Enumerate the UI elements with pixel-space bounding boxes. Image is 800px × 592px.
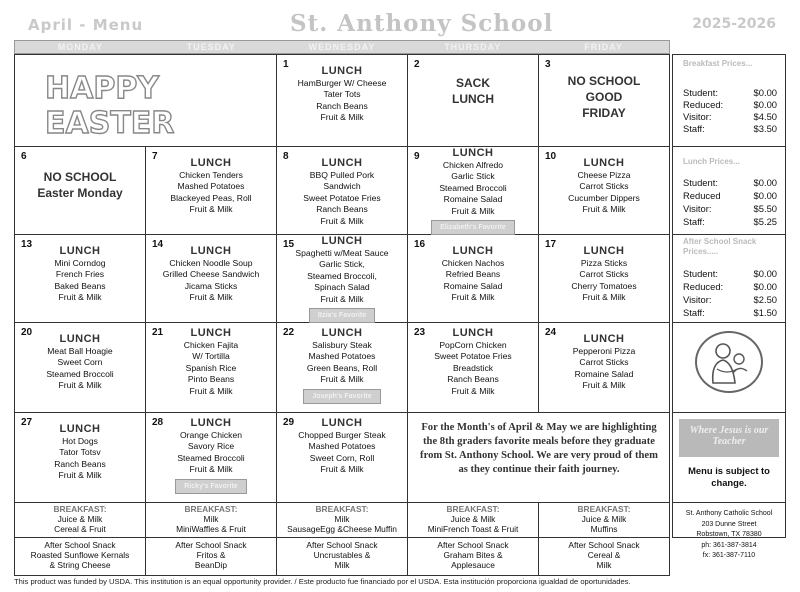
day-cell	[539, 147, 669, 234]
day-cell	[408, 235, 539, 322]
lunch-heading: LUNCH	[583, 245, 625, 257]
month-title: April - Menu	[28, 16, 144, 34]
week-row-4	[15, 323, 669, 413]
day-monday: MONDAY	[57, 42, 103, 52]
happy-easter-banner: HAPPY EASTER	[45, 71, 175, 141]
breakfast-cell	[146, 503, 277, 539]
breakfast-prices	[673, 55, 785, 147]
snack-item: Cereal &	[587, 550, 621, 561]
day-cell	[15, 413, 146, 502]
breakfast-item: Milk	[203, 514, 219, 525]
menu-item: Fruit & Milk	[451, 292, 495, 303]
snack-item: Uncrustables &	[313, 550, 371, 561]
no-school-text: NO SCHOOL	[43, 170, 117, 184]
weekday-header	[14, 40, 670, 54]
day-cell	[277, 413, 408, 502]
day-cell	[539, 55, 669, 146]
snack-heading: After School Snack	[306, 540, 378, 550]
graduates-note	[409, 413, 669, 502]
breakfast-item: Milk	[334, 514, 350, 525]
school-name: St. Anthony School	[290, 10, 554, 37]
menu-item: Spaghetti w/Meat Sauce	[295, 248, 389, 258]
motto-box	[673, 413, 785, 503]
lunch-heading: LUNCH	[321, 417, 363, 429]
menu-item: Fruit & Milk	[320, 293, 364, 304]
menu-item: Refried Beans	[445, 269, 501, 280]
day-cell	[408, 323, 539, 412]
breakfast-cell	[539, 503, 669, 539]
snack-item: & String Cheese	[49, 560, 111, 571]
menu-item: Sweet Potatoe Fries	[303, 192, 381, 203]
menu-item: Fruit & Milk	[320, 112, 364, 123]
breakfast-heading: BREAKFAST:	[184, 504, 238, 514]
menu-item: Cheese Pizza	[577, 170, 631, 180]
snack-item: Milk	[596, 560, 612, 571]
breakfast-item: MiniFrench Toast & Fruit	[427, 524, 519, 535]
menu-item: Fruit & Milk	[189, 385, 233, 396]
breakfast-cell	[408, 503, 539, 539]
breakfast-item: Juice & Milk	[57, 514, 103, 525]
lunch-prices-title: Lunch Prices...	[683, 157, 740, 166]
price-value: $4.50	[753, 111, 777, 122]
lunch-heading: LUNCH	[59, 333, 101, 345]
favorite-tag: Itzia's Favorite	[309, 308, 375, 323]
menu-item: Fruit & Milk	[189, 292, 233, 303]
menu-item: Steamed Broccoli	[439, 182, 507, 193]
menu-item: Steamed Broccoli	[46, 368, 114, 379]
menu-item: Pizza Sticks	[580, 258, 628, 268]
day-number: 2	[414, 59, 420, 70]
lunch-heading: LUNCH	[321, 157, 363, 169]
menu-item: Chicken Nachos	[441, 258, 505, 268]
lunch-heading: LUNCH	[583, 157, 625, 169]
snack-row	[14, 538, 670, 576]
menu-item: Sweet Potatoe Fries	[434, 351, 512, 362]
menu-item: Steamed Broccoli,	[307, 270, 377, 281]
no-school-text: FRIDAY	[582, 106, 626, 120]
breakfast-heading: BREAKFAST:	[577, 504, 631, 514]
week-row-1	[15, 55, 669, 147]
breakfast-item: Cereal & Fruit	[54, 524, 106, 535]
price-label: Staff:	[683, 307, 705, 318]
lunch-heading: LUNCH	[59, 245, 101, 257]
menu-item: Chicken Tenders	[179, 170, 243, 180]
school-address	[677, 509, 781, 562]
price-label: Visitor:	[683, 294, 712, 305]
breakfast-row	[15, 503, 669, 539]
menu-item: Meat Ball Hoagie	[47, 346, 113, 356]
menu-item: Chicken Alfredo	[442, 160, 504, 170]
snack-prices-title: After School Snack Prices.....	[683, 237, 757, 256]
lunch-heading: LUNCH	[321, 327, 363, 339]
address-line: ph: 361-387-3814	[701, 541, 757, 549]
menu-item: PopCorn Chicken	[439, 340, 507, 350]
breakfast-heading: BREAKFAST:	[53, 504, 107, 514]
menu-item: Savory Rice	[187, 441, 235, 452]
graduates-note-text: For the Month's of April & May we are highlighting the 8th graders favorite meals before they graduate from St. Anthony School. We are very proud of them as they continue their faith journey.	[420, 422, 658, 475]
menu-item: Grilled Cheese Sandwich	[162, 269, 260, 280]
snack-heading: After School Snack	[175, 540, 247, 550]
breakfast-cell	[15, 503, 146, 539]
day-cell	[408, 147, 539, 234]
menu-item: Mini Corndog	[54, 258, 106, 268]
menu-item: Fruit & Milk	[58, 380, 102, 391]
address-box	[673, 503, 785, 560]
menu-item: Fruit & Milk	[582, 292, 626, 303]
menu-item: Spanish Rice	[185, 362, 237, 373]
day-number: 8	[283, 151, 289, 162]
menu-item: Fruit & Milk	[320, 215, 364, 226]
day-cell	[277, 323, 408, 412]
price-label: Reduced:	[683, 99, 724, 110]
lunch-heading: LUNCH	[190, 417, 232, 429]
menu-item: Jicama Sticks	[184, 280, 238, 291]
breakfast-item: SausageEgg &Cheese Muffin	[287, 524, 397, 535]
snack-heading: After School Snack	[568, 540, 640, 550]
lunch-heading: LUNCH	[452, 147, 494, 159]
day-cell	[277, 147, 408, 234]
price-value: $2.50	[753, 294, 777, 305]
price-label: Staff:	[683, 216, 705, 227]
menu-item: Fruit & Milk	[320, 374, 364, 385]
snack-cell	[15, 538, 146, 575]
usda-footer: This product was funded by USDA. This institution is an equal opportunity provider. / Este producto fue financiado por el USDA. Esta institución proporciona igualdad de oportunidades.	[14, 577, 631, 586]
menu-item: Sweet Corn, Roll	[309, 452, 375, 463]
favorite-tag: Ricky's Favorite	[175, 479, 246, 494]
price-value: $0.00	[753, 190, 777, 201]
week-row-5	[15, 413, 669, 503]
day-number: 20	[21, 327, 33, 338]
price-value: $3.50	[753, 123, 777, 134]
price-label: Reduced:	[683, 281, 724, 292]
day-cell	[15, 147, 146, 234]
menu-item: Fruit & Milk	[189, 204, 233, 215]
address-line: Robstown, TX 78380	[696, 531, 762, 539]
snack-cell	[539, 538, 669, 575]
menu-item: Pepperoni Pizza	[572, 346, 636, 356]
menu-item: Carrot Sticks	[579, 357, 629, 368]
no-school-text: GOOD	[585, 90, 623, 104]
menu-item: Baked Beans	[54, 280, 106, 291]
lunch-heading: LUNCH	[583, 333, 625, 345]
menu-item: Breadstick	[452, 362, 494, 373]
day-number: 10	[545, 151, 557, 162]
day-cell	[539, 323, 669, 412]
menu-item: Fruit & Milk	[58, 470, 102, 481]
menu-item: Cherry Tomatoes	[571, 280, 637, 291]
price-label: Visitor:	[683, 111, 712, 122]
price-value: $0.00	[753, 281, 777, 292]
breakfast-prices-title: Breakfast Prices...	[683, 59, 753, 68]
address-line: 203 Dunne Street	[701, 520, 757, 528]
lunch-heading: LUNCH	[190, 157, 232, 169]
breakfast-cell	[277, 503, 408, 539]
menu-item: Ranch Beans	[447, 374, 499, 385]
lunch-heading: LUNCH	[321, 235, 363, 247]
day-cell	[15, 235, 146, 322]
menu-item: Mashed Potatoes	[308, 441, 376, 452]
breakfast-item: MiniWaffles & Fruit	[176, 524, 246, 535]
price-label: Visitor:	[683, 203, 712, 214]
menu-item: Mashed Potatoes	[308, 351, 376, 362]
school-year: 2025-2026	[692, 16, 776, 32]
menu-item: Carrot Sticks	[579, 269, 629, 280]
address-line: St. Anthony Catholic School	[685, 510, 773, 517]
lunch-heading: LUNCH	[59, 423, 101, 435]
day-thursday: THURSDAY	[444, 42, 502, 52]
price-label: Student:	[683, 177, 718, 188]
menu-item: Fruit & Milk	[451, 205, 495, 216]
menu-item: Ranch Beans	[316, 204, 368, 215]
lunch-heading: LUNCH	[452, 245, 494, 257]
menu-item: Chopped Burger Steak	[298, 430, 386, 440]
menu-item: Garlic Stick,	[319, 259, 365, 270]
day-wednesday: WEDNESDAY	[308, 42, 376, 52]
snack-cell	[277, 538, 408, 575]
snack-cell	[146, 538, 277, 575]
breakfast-heading: BREAKFAST:	[315, 504, 369, 514]
lunch-heading: LUNCH	[452, 327, 494, 339]
breakfast-item: Juice & Milk	[450, 514, 496, 525]
menu-item: Sweet Corn	[57, 357, 103, 368]
menu-item: Romaine Salad	[574, 368, 634, 379]
easter-cell	[15, 55, 277, 146]
day-cell	[539, 235, 669, 322]
menu-item: Romaine Salad	[443, 280, 503, 291]
day-number: 28	[152, 417, 164, 428]
breakfast-item: Muffins	[590, 524, 618, 535]
breakfast-heading: BREAKFAST:	[446, 504, 500, 514]
snack-item: Graham Bites &	[443, 550, 503, 561]
menu-item: Fruit & Milk	[582, 204, 626, 215]
price-label: Student:	[683, 268, 718, 279]
menu-item: Fruit & Milk	[582, 380, 626, 391]
menu-item: HamBurger W/ Cheese	[297, 78, 387, 88]
calendar-grid	[14, 54, 670, 538]
day-cell	[146, 235, 277, 322]
menu-item: Garlic Stick	[451, 171, 495, 182]
day-cell	[146, 147, 277, 234]
day-tuesday: TUESDAY	[186, 42, 236, 52]
day-cell	[277, 235, 408, 322]
address-line: fx: 361-387-7110	[702, 552, 756, 560]
price-value: $5.50	[753, 203, 777, 214]
menu-item: Carrot Sticks	[579, 181, 629, 192]
menu-item: Cucumber Dippers	[568, 192, 640, 203]
day-number: 14	[152, 239, 164, 250]
menu-item: Green Beans, Roll	[306, 362, 378, 373]
menu-item: Salisbury Steak	[312, 340, 372, 350]
price-label: Staff:	[683, 123, 705, 134]
snack-item: Applesauce	[451, 560, 495, 571]
day-number: 6	[21, 151, 27, 162]
menu-item: Fruit & Milk	[320, 464, 364, 475]
snack-heading: After School Snack	[44, 540, 116, 550]
day-number: 16	[414, 239, 426, 250]
day-number: 1	[283, 59, 289, 70]
price-value: $1.50	[753, 307, 777, 318]
lunch-heading: LUNCH	[190, 327, 232, 339]
day-number: 3	[545, 59, 551, 70]
price-label: Reduced	[683, 190, 721, 201]
saint-anthony-logo	[695, 331, 763, 393]
day-number: 9	[414, 151, 420, 162]
menu-item: Steamed Broccoli	[177, 452, 245, 463]
menu-item: Tator Totsv	[59, 447, 101, 458]
day-cell	[277, 55, 408, 146]
day-cell	[146, 413, 277, 502]
menu-item: Mashed Potatoes	[177, 181, 245, 192]
snack-item: Fritos &	[196, 550, 226, 561]
day-number: 27	[21, 417, 33, 428]
day-number: 7	[152, 151, 158, 162]
snack-item: Milk	[334, 560, 350, 571]
no-school-text: NO SCHOOL	[567, 74, 641, 88]
day-number: 13	[21, 239, 33, 250]
lunch-heading: LUNCH	[321, 65, 363, 77]
menu-item: Ranch Beans	[54, 458, 106, 469]
menu-item: Fruit & Milk	[189, 464, 233, 475]
menu-item: French Fries	[55, 269, 105, 280]
lunch-heading: LUNCH	[190, 245, 232, 257]
price-value: $0.00	[753, 87, 777, 98]
side-panel	[672, 54, 786, 560]
price-value: $0.00	[753, 268, 777, 279]
menu-item: Fruit & Milk	[58, 292, 102, 303]
day-number: 15	[283, 239, 295, 250]
sack-lunch-text: SACK	[455, 76, 490, 90]
sack-lunch-text: LUNCH	[452, 92, 494, 106]
menu-item: Ranch Beans	[316, 100, 368, 111]
favorite-tag: Joseph's Favorite	[303, 389, 380, 404]
snack-item: Roasted Sunflowe Kernals	[30, 550, 130, 561]
menu-item: Romaine Salad	[443, 194, 503, 205]
header	[10, 10, 780, 40]
menu-item: Chicken Noodle Soup	[169, 258, 253, 268]
day-number: 17	[545, 239, 557, 250]
day-number: 29	[283, 417, 295, 428]
day-cell	[408, 55, 539, 146]
snack-prices	[673, 235, 785, 323]
day-friday: FRIDAY	[584, 42, 623, 52]
price-value: $0.00	[753, 177, 777, 188]
price-label: Student:	[683, 87, 718, 98]
day-number: 21	[152, 327, 164, 338]
day-number: 24	[545, 327, 557, 338]
menu-item: Spinach Salad	[314, 282, 370, 293]
price-value: $5.25	[753, 216, 777, 227]
week-row-2	[15, 147, 669, 235]
day-cell	[15, 323, 146, 412]
motto-banner: Where Jesus is our Teacher	[679, 419, 779, 457]
menu-item: BBQ Pulled Pork	[309, 170, 375, 180]
menu-item: Hot Dogs	[62, 436, 98, 446]
snack-heading: After School Snack	[437, 540, 509, 550]
lunch-prices	[673, 147, 785, 235]
menu-item: Chicken Fajita	[183, 340, 239, 350]
menu-item: Pinto Beans	[187, 374, 235, 385]
price-value: $0.00	[753, 99, 777, 110]
menu-item: Orange Chicken	[179, 430, 243, 440]
day-cell	[146, 323, 277, 412]
menu-item: Fruit & Milk	[451, 385, 495, 396]
favorite-tag: Elizabeth's Favorite	[431, 220, 514, 235]
day-number: 23	[414, 327, 426, 338]
no-school-text: Easter Monday	[37, 186, 123, 200]
snack-item: BeanDip	[194, 560, 228, 571]
snack-cell	[408, 538, 539, 575]
logo-box	[673, 323, 785, 413]
day-number: 22	[283, 327, 295, 338]
menu-change-note: Menu is subject to change.	[688, 465, 770, 488]
menu-item: Sandwich	[323, 181, 361, 192]
menu-item: W/ Tortilla	[192, 351, 230, 362]
menu-item: Blackeyed Peas, Roll	[170, 192, 252, 203]
week-row-3	[15, 235, 669, 323]
breakfast-item: Juice & Milk	[581, 514, 627, 525]
menu-item: Tater Tots	[323, 89, 361, 100]
